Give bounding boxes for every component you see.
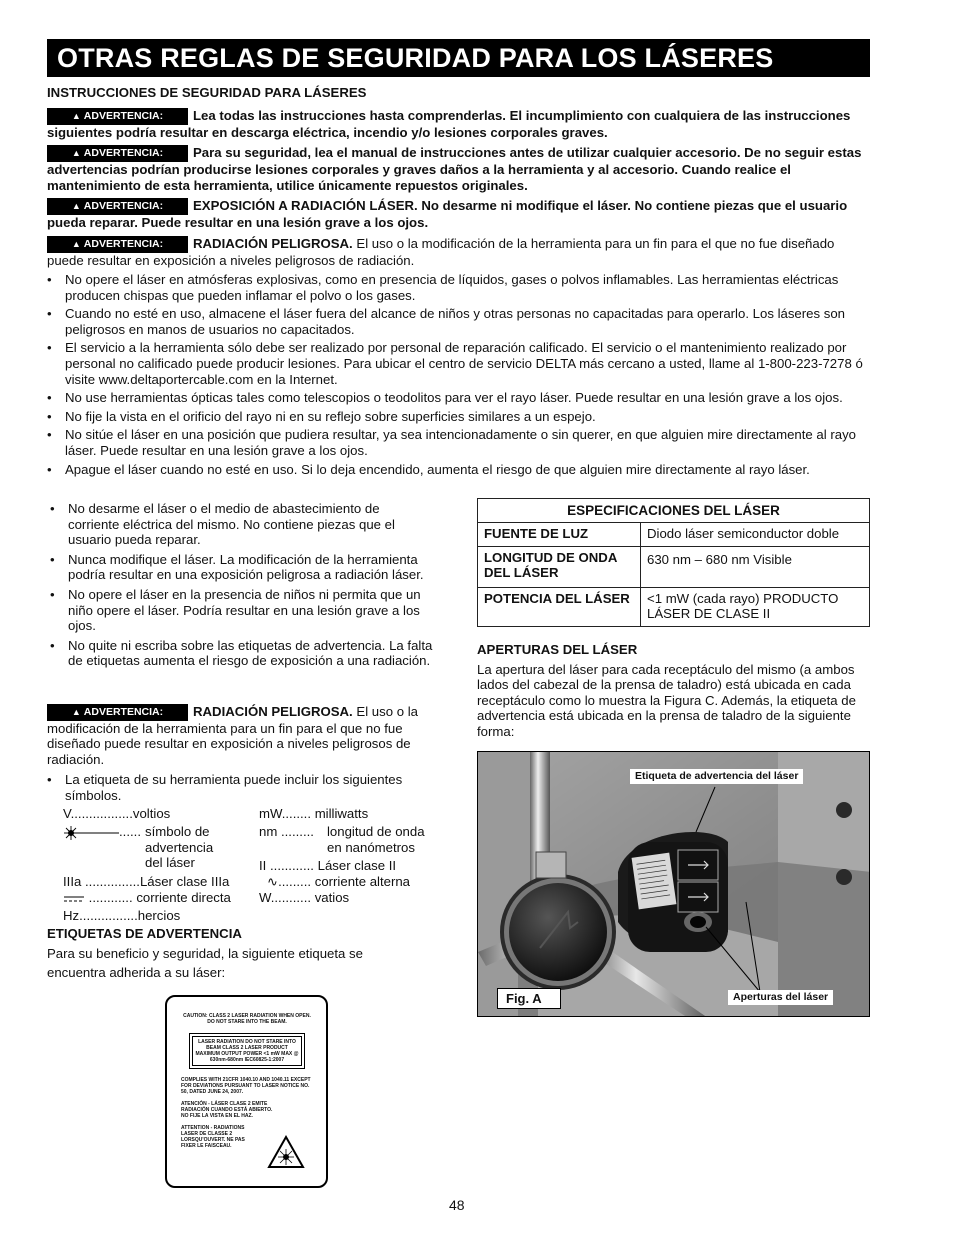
labels-heading: ETIQUETAS DE ADVERTENCIA xyxy=(47,926,242,941)
warning-3 xyxy=(47,198,870,231)
warning-5-bold: RADIACIÓN PELIGROSA. xyxy=(193,704,353,719)
warning-4-bold: RADIACIÓN PELIGROSA. xyxy=(193,236,353,251)
list-item: • No sitúe el láser en una posición que pudiera resultar, ya sea intencionadamente o sin querer, en que alguien mire directamente al rayo láser. Puede resultar en una lesión grave a los ojos. xyxy=(47,427,873,458)
symbol-key: IIIa ............... xyxy=(63,874,140,889)
warning-triangle-icon: ▲ xyxy=(71,201,81,211)
direct-current-icon xyxy=(63,894,85,904)
spec-table-title: ESPECIFICACIONES DEL LÁSER xyxy=(478,499,870,523)
symbol-value: Láser clase II xyxy=(317,858,397,873)
safety-heading: INSTRUCCIONES DE SEGURIDAD PARA LÁSERES xyxy=(47,85,367,100)
symbol-key: W........... xyxy=(259,890,312,905)
symbol-value: corriente alterna xyxy=(314,874,411,889)
warning-4 xyxy=(47,236,870,269)
page-number: 48 xyxy=(449,1197,465,1213)
left-bullet-list xyxy=(50,501,433,669)
symbol-value: longitud de onda en nanómetros xyxy=(327,824,425,855)
symbols-bullet xyxy=(47,772,437,803)
warning-badge xyxy=(47,145,188,162)
table-cell: FUENTE DE LUZ xyxy=(478,523,641,547)
label-atencion: ATENCIÓN - LÁSER CLASE 2 EMITE RADIACIÓN CUANDO ESTÁ ABIERTO. NO FIJE LA VISTA EN EL HAZ. xyxy=(181,1101,273,1119)
figure-a-photo xyxy=(477,751,870,1017)
label-complies: COMPLIES WITH 21CFR 1040.10 AND 1040.11 EXCEPT FOR DEVIATIONS PURSUANT TO LASER NOTICE NO. 50, DATED JUNE 24, 2007. xyxy=(181,1077,311,1095)
apertures-heading: APERTURAS DEL LÁSER xyxy=(477,642,638,657)
warning-3-text: EXPOSICIÓN A RADIACIÓN LÁSER. No desarme ni modifique el láser. No contiene piezas que el usuario pueda reparar. Puede resultar en una lesión grave a los ojos. xyxy=(47,198,848,230)
warning-badge xyxy=(47,704,188,721)
warning-5 xyxy=(47,704,440,767)
warning-triangle-icon: ▲ xyxy=(71,707,81,717)
labels-text: Para su beneficio y seguridad, la siguiente etiqueta se encuentra adherida a su láser: xyxy=(47,946,363,980)
warning-2 xyxy=(47,145,870,193)
table-cell: 630 nm – 680 nm Visible xyxy=(641,547,870,588)
warning-triangle-icon: ▲ xyxy=(71,111,81,121)
symbol-value: hercios xyxy=(137,908,181,923)
laser-hazard-icon xyxy=(267,1135,305,1169)
symbol-key: mW........ xyxy=(259,806,312,821)
page-title: OTRAS REGLAS DE SEGURIDAD PARA LOS LÁSERES xyxy=(47,39,870,77)
list-item: • No fije la vista en el orificio del rayo ni en su reflejo sobre superficies similares a un espejo. xyxy=(47,409,873,425)
drill-press-illustration xyxy=(478,752,870,1017)
symbol-value: Láser clase IIIa xyxy=(139,874,230,889)
label-box-text: LASER RADIATION DO NOT STARE INTO BEAM CLASS 2 LASER PRODUCT MAXIMUM OUTPUT POWER <1 mW MAX @ 630nm-680nm IEC60825-1:2007 xyxy=(192,1036,302,1066)
figure-label: Fig. A xyxy=(497,988,561,1009)
symbol-key: Hz................ xyxy=(63,908,138,923)
list-item: • El servicio a la herramienta sólo debe ser realizado por personal de reparación calificado. El servicio o el mantenimiento realizado por personal no calificado puede producir lesiones. Para ubicar el centro de servicio DELTA más cercano a usted, llame al 1-800-223-7278 ó visite www.deltaportercable.com en la Internet. xyxy=(47,340,873,387)
list-item: • No opere el láser en la presencia de niños ni permita que un niño opere el láser. Podría resultar en una lesión grave a los ojos. xyxy=(50,587,433,634)
badge-label: ADVERTENCIA: xyxy=(83,110,164,122)
apertures-text: La apertura del láser para cada receptáculo del mismo (a ambos lados del cabezal de la prensa de taladro) está ubicada en cada receptáculo como lo muestra la Figura C. Además, la etiqueta de advertencia está ubicada en la prensa de taladro de la siguiente forma: xyxy=(477,662,856,739)
symbol-key: nm ......... xyxy=(259,824,314,839)
badge-label: ADVERTENCIA: xyxy=(83,706,164,718)
badge-label: ADVERTENCIA: xyxy=(83,238,164,250)
symbol-value: vatios xyxy=(314,890,350,905)
warning-badge xyxy=(47,108,188,125)
list-item: • Nunca modifique el láser. La modificación de la herramienta podría resultar en una exposición peligrosa a radiación láser. xyxy=(50,552,433,583)
list-item: • No opere el láser en atmósferas explosivas, como en presencia de líquidos, gases o polvos inflamables. Las herramientas eléctricas producen chispas que pueden inflamar el polvo o los gases. xyxy=(47,272,873,303)
warning-4-text: El uso o la modificación de la herramienta para un fin para el que no fue diseñado puede resultar en exposición a niveles peligrosos de radiación. xyxy=(47,236,835,268)
symbol-key: V................. xyxy=(63,806,133,821)
table-cell: <1 mW (cada rayo) PRODUCTO LÁSER DE CLASE II xyxy=(641,588,870,627)
table-cell: Diodo láser semiconductor doble xyxy=(641,523,870,547)
symbol-value: milliwatts xyxy=(314,806,369,821)
warning-1-text: Lea todas las instrucciones hasta comprenderlas. El incumplimiento con cualquiera de las instrucciones siguientes podría resultar en descarga eléctrica, incendio y/o lesiones corporales graves. xyxy=(47,108,851,140)
badge-label: ADVERTENCIA: xyxy=(83,200,164,212)
callout-laser-apertures: Aperturas del láser xyxy=(728,990,833,1005)
symbol-value: corriente directa xyxy=(136,890,231,905)
warning-triangle-icon: ▲ xyxy=(71,239,81,249)
list-item: • No quite ni escriba sobre las etiquetas de advertencia. La falta de etiquetas aumenta el riesgo de exposición a una radiación. xyxy=(50,638,433,669)
laser-warning-label xyxy=(165,995,328,1188)
warning-triangle-icon: ▲ xyxy=(71,148,81,158)
table-cell: LONGITUD DE ONDA DEL LÁSER xyxy=(478,547,641,588)
tilde-icon: ∿ xyxy=(267,874,279,889)
label-caution: CAUTION: CLASS 2 LASER RADIATION WHEN OPEN. DO NOT STARE INTO THE BEAM. xyxy=(183,1013,311,1025)
spec-table xyxy=(477,498,870,627)
list-item: • Cuando no esté en uso, almacene el láser fuera del alcance de niños y otras personas no capacitadas para operarlo. Los láseres son peligrosos en manos de usuarios no capacitados. xyxy=(47,306,873,337)
warning-badge xyxy=(47,198,188,215)
symbol-key: ............ xyxy=(85,890,133,905)
symbol-value: voltios xyxy=(132,806,171,821)
badge-label: ADVERTENCIA: xyxy=(83,147,164,159)
warning-5-text: El uso o la modificación de la herramienta para un fin para el que no fue diseñado puede resultar en exposición a niveles peligrosos de radiación. xyxy=(47,704,418,767)
table-cell: POTENCIA DEL LÁSER xyxy=(478,588,641,627)
warning-2-text: Para su seguridad, lea el manual de instrucciones antes de utilizar cualquier accesorio. De no seguir estas advertencias podrían producirse lesiones corporales y graves daños a la herramienta y al accesorio. Cuando realice el mantenimiento de esta herramienta, utilice únicamente repuestos originales. xyxy=(47,145,862,193)
label-attention: ATTENTION - RADIATIONS LASER DE CLASSE 2 LORSQU'OUVERT. NE PAS FIXER LE FAISCEAU. xyxy=(181,1125,245,1149)
list-item: • Apague el láser cuando no esté en uso. Si lo deja encendido, aumenta el riesgo de que alguien mire directamente al rayo láser. xyxy=(47,462,873,478)
symbol-key: ......... xyxy=(278,874,312,889)
laser-burst-icon xyxy=(63,826,119,840)
symbol-value: símbolo de advertencia del láser xyxy=(145,824,214,871)
list-item: • No use herramientas ópticas tales como telescopios o teodolitos para ver el rayo láser. Puede resultar en una lesión grave a los ojos. xyxy=(47,390,873,406)
label-content xyxy=(181,1013,313,1149)
list-item: • La etiqueta de su herramienta puede incluir los siguientes símbolos. xyxy=(47,772,437,803)
warning-badge xyxy=(47,236,188,253)
symbol-key: II ............ xyxy=(259,858,314,873)
warning-1 xyxy=(47,108,870,141)
top-bullet-list xyxy=(47,272,873,477)
list-item: • No desarme el láser o el medio de abastecimiento de corriente eléctrica del mismo. No contiene piezas que el usuario pueda reparar. xyxy=(50,501,433,548)
symbol-key: ...... xyxy=(119,824,141,839)
callout-laser-label: Etiqueta de advertencia del láser xyxy=(630,769,803,784)
